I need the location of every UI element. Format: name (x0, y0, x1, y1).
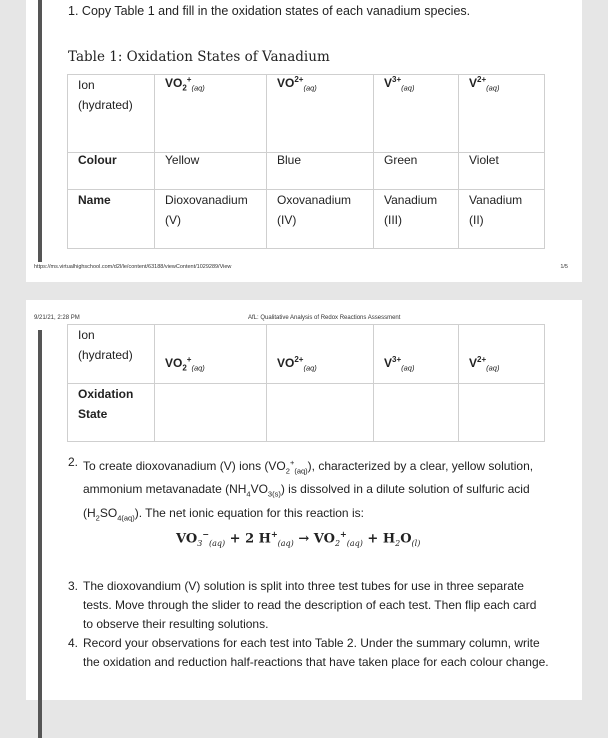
name-value-cell: Vanadium (III) (374, 190, 459, 249)
ion-formula: $V^{2+}_{(aq)}$ (469, 75, 500, 93)
name-label-cell: Name (68, 190, 155, 249)
table-1-title: Table 1: Oxidation States of Vanadium (68, 49, 330, 65)
name-value-cell: Vanadium (II) (459, 190, 545, 249)
oxidation-answer-cell[interactable] (267, 384, 374, 442)
colour-value-cell: Violet (459, 153, 545, 190)
header-datetime: 9/21/21, 2:28 PM (34, 315, 80, 321)
ion-v-3plus-cell: $V^{3+}_{(aq)}$ (374, 325, 459, 384)
question-2: 2. To create dioxovanadium (V) ions $(VO_2^+_{(aq)})$, characterized by a clear, yellow solution, ammonium metavanadate $(NH_4VO_{3(s)})$ is dissolved in a dilute solution of sulfuric acid $(H_2SO_{4(aq)})$. The net ionic equation for this reaction is: (68, 455, 534, 523)
ion-vo2-plus-cell: $VO_2^+_{(aq)}$ (155, 325, 267, 384)
left-margin-bar (38, 0, 42, 262)
document-page-1 (26, 0, 582, 282)
oxidation-answer-cell[interactable] (374, 384, 459, 442)
question-3: 3. The dioxovandium (V) solution is split into three test tubes for use in three separate tests. Move through the slider to read the description of each test. Then flip each card to observe their resulting solutions. (68, 579, 537, 631)
footer-page-number: 1/5 (560, 264, 568, 270)
oxidation-answer-cell[interactable] (155, 384, 267, 442)
ion-formula: $V^{3+}_{(aq)}$ (384, 75, 415, 93)
colour-value-cell: Yellow (155, 153, 267, 190)
colour-row (68, 153, 545, 190)
colour-value-cell: Green (374, 153, 459, 190)
ion-formula: $VO_2^+_{(aq)}$ (165, 75, 205, 93)
oxidation-state-row (68, 384, 545, 442)
ion-header-cell: Ion (hydrated) (68, 325, 155, 384)
ion-header-cell: Ion (hydrated) (68, 75, 155, 153)
oxidation-states-answer-table (67, 324, 545, 442)
name-value-cell: Dioxovanadium (V) (155, 190, 267, 249)
ion-v-2plus-cell: $V^{2+}_{(aq)}$ (459, 325, 545, 384)
oxidation-label-cell: Oxidation State (68, 384, 155, 442)
table-header-row (68, 325, 545, 384)
question-4: 4. Record your observations for each test into Table 2. Under the summary column, write the oxidation and reduction half-reactions that have taken place for each colour change. (68, 636, 549, 669)
ion-vo-2plus-cell: $VO^{2+}_{(aq)}$ (267, 325, 374, 384)
document-page-2 (26, 300, 582, 700)
colour-value-cell: Blue (267, 153, 374, 190)
header-title: AfL: Qualitative Analysis of Redox Reactions Assessment (248, 315, 401, 321)
ion-vo-2plus-cell (267, 75, 374, 153)
ion-v-3plus-cell (374, 75, 459, 153)
ion-vo2-plus-cell (155, 75, 267, 153)
table-header-row (68, 75, 545, 153)
reaction-arrow-icon: → (298, 531, 310, 547)
oxidation-states-table (67, 74, 545, 249)
footer-url: https://ms.virtualhighschool.com/d2l/le/content/63188/viewContent/1029289/View (34, 264, 232, 270)
name-row (68, 190, 545, 249)
oxidation-answer-cell[interactable] (459, 384, 545, 442)
question-1: 1. Copy Table 1 and fill in the oxidation states of each vanadium species. (68, 4, 471, 18)
left-margin-bar (38, 330, 42, 738)
ion-formula: $VO^{2+}_{(aq)}$ (277, 75, 317, 93)
name-value-cell: Oxovanadium (IV) (267, 190, 374, 249)
net-ionic-equation: $VO_3^-_{(aq)} + 2$ $H^+_{(aq)} \to VO_2^+_{(aq)} + H_2O_{(l)}$ (176, 529, 421, 548)
colour-label-cell: Colour (68, 153, 155, 190)
ion-v-2plus-cell (459, 75, 545, 153)
